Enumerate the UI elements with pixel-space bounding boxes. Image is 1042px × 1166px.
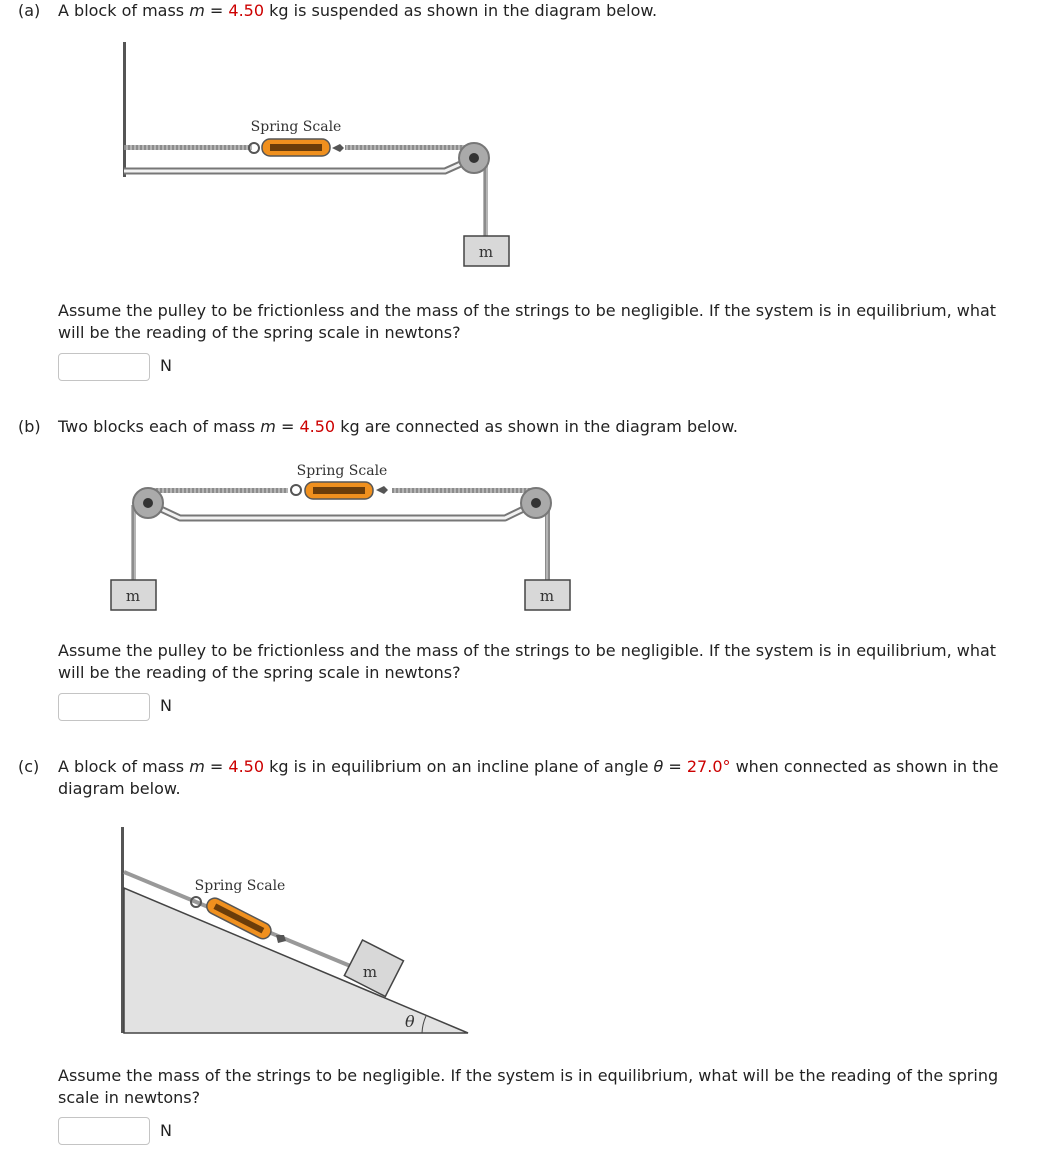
part-c-intro-pre: A block of mass: [58, 757, 185, 776]
part-c-question-line2: scale in newtons?: [58, 1088, 201, 1107]
rope-right: [392, 488, 536, 493]
spring-scale-label: Spring Scale: [194, 878, 286, 894]
part-b-eq: =: [275, 417, 300, 436]
part-c-intro-mid: kg is in equilibrium on an incline plane of angle: [269, 757, 649, 776]
part-a-intro-pre: A block of mass: [58, 1, 185, 20]
part-b-mass-value: 4.50: [299, 417, 336, 436]
svg-text:m: m: [125, 587, 141, 605]
part-b-intro: [58, 416, 738, 438]
svg-text:m: m: [539, 587, 555, 605]
support-bar: [148, 503, 536, 518]
part-c-label: (c): [18, 757, 40, 776]
rope-left: [124, 145, 252, 150]
part-a-label: (a): [18, 1, 41, 20]
part-b-diagram: [0, 450, 1042, 620]
part-c-question-line1: Assume the mass of the strings to be negligible. If the system is in equilibrium, what will be the reading of the spring: [58, 1066, 999, 1085]
part-a-eq: =: [204, 1, 229, 20]
part-c-intro-post: when connected as shown in the: [735, 757, 999, 776]
rope-vertical: [483, 160, 488, 236]
part-b-label: (b): [18, 417, 41, 436]
part-c-diagram: [0, 820, 1042, 1040]
support-bar: [124, 158, 474, 171]
spring-scale-label: Spring Scale: [296, 463, 388, 479]
spring-scale-label: Spring Scale: [250, 119, 342, 135]
incline-plane: [124, 888, 468, 1033]
part-b-unit: N: [160, 696, 172, 715]
part-c-eq2: =: [663, 757, 687, 776]
part-b-question-line2: will be the reading of the spring scale in newtons?: [58, 663, 461, 682]
part-b-answer-input[interactable]: [58, 693, 150, 721]
part-b-question-line1: Assume the pulley to be frictionless and the mass of the strings to be negligible. If the system is in equilibrium, what: [58, 641, 997, 660]
part-a-question-line1: Assume the pulley to be frictionless and the mass of the strings to be negligible. If the system is in equilibrium, what: [58, 301, 997, 320]
part-c-intro-line2: diagram below.: [58, 779, 181, 798]
part-a-mass-value: 4.50: [228, 1, 265, 20]
part-b-intro-pre: Two blocks each of mass: [58, 417, 256, 436]
rope-vertical-left: [131, 505, 136, 580]
part-b-var-m: m: [260, 417, 276, 436]
rope-right: [345, 145, 473, 150]
part-c-angle-value: 27.0°: [686, 757, 731, 776]
part-a-unit: N: [160, 356, 172, 375]
part-c-mass-value: 4.50: [228, 757, 265, 776]
part-c-var-theta: θ: [653, 757, 664, 776]
part-a-answer-input[interactable]: [58, 353, 150, 381]
angle-label: θ: [405, 1012, 415, 1031]
part-a-question-line2: will be the reading of the spring scale in newtons?: [58, 323, 461, 342]
part-a-diagram: [0, 0, 1042, 290]
part-a-var-m: m: [189, 1, 205, 20]
wall: [123, 42, 126, 177]
svg-text:m: m: [362, 963, 378, 981]
part-c-answer-input[interactable]: [58, 1117, 150, 1145]
rope-left: [148, 488, 288, 493]
part-b-intro-post: kg are connected as shown in the diagram below.: [340, 417, 738, 436]
part-c-unit: N: [160, 1121, 172, 1140]
part-c-intro: [58, 756, 999, 778]
svg-text:m: m: [478, 243, 494, 261]
rope-vertical-right: [545, 505, 550, 580]
part-a-intro-post: kg is suspended as shown in the diagram below.: [269, 1, 658, 20]
part-c-eq: =: [204, 757, 229, 776]
part-c-var-m: m: [189, 757, 205, 776]
